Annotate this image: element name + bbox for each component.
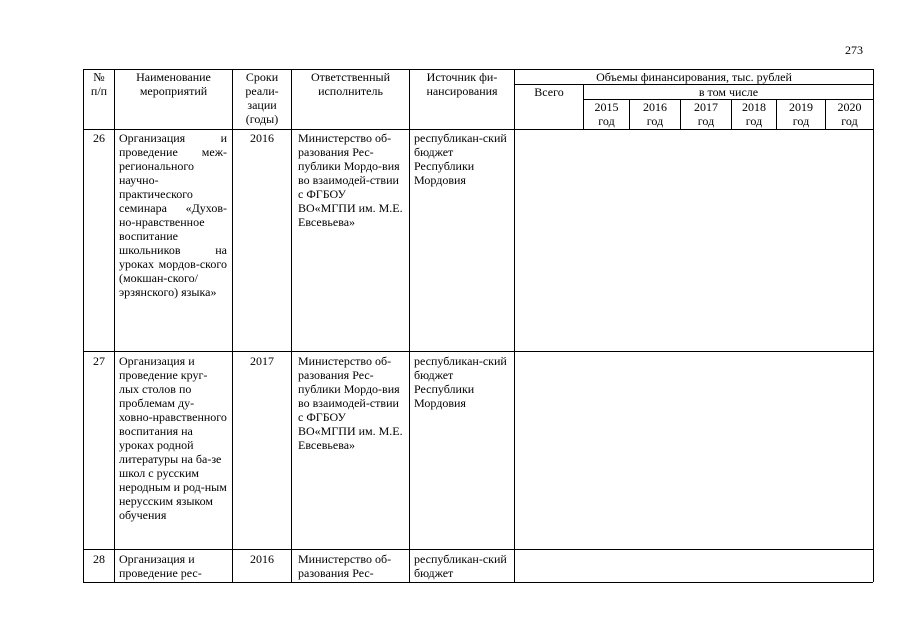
header-year-2018: 2018 год — [742, 100, 766, 128]
row-27-source: республикан-ский бюджет Республики Мордовия — [414, 354, 507, 410]
header-year-2016: 2016 год — [643, 100, 667, 128]
row-26-name: Организация и проведение меж-регионального научно-практического семинара «Духов-но-нравственное воспитание школьников на уроках мордов-ского (мокшан-ского/эрзянского) языка» — [119, 131, 227, 299]
col-line-5 — [514, 69, 515, 582]
header-responsible: Ответственный исполнитель — [310, 70, 391, 98]
row-divider-26 — [83, 351, 873, 352]
header-source: Источник фи- нансирования — [426, 70, 498, 98]
header-year-2019: 2019 год — [789, 100, 813, 128]
row-26-source: республикан-ский бюджет Республики Мордовия — [414, 131, 507, 187]
row-26-num: 26 — [93, 131, 105, 145]
row-divider-27 — [83, 549, 873, 550]
row-28-name: Организация и проведение рес- — [119, 552, 202, 580]
row-26-responsible: Министерство об-разования Рес-публики Мордо-вия во взаимодей-ствии с ФГБОУ ВО«МГПИ им. М.Е. Евсевьева» — [298, 131, 403, 229]
col-line-3 — [291, 69, 292, 582]
header-year-2017: 2017 год — [694, 100, 718, 128]
page-number: 273 — [845, 43, 863, 57]
row-26-term: 2016 — [250, 131, 274, 145]
header-funding: Объемы финансирования, тыс. рублей — [596, 70, 792, 84]
header-name: Наименование мероприятий — [136, 70, 211, 98]
header-num: № п/п — [90, 70, 108, 98]
row-27-num: 27 — [93, 354, 105, 368]
header-year-2020: 2020 год — [837, 100, 862, 128]
table-right-border — [873, 69, 874, 582]
row-27-name: Организация и проведение круг-лых столов по проблемам ду-ховно-нравственного воспитания на уроках родной литературы на ба-зе школ с русским неродным и род-ным нерусским языком обучения — [119, 354, 227, 522]
col-line-1 — [114, 69, 115, 582]
row-28-term: 2016 — [250, 552, 274, 566]
row-28-num: 28 — [93, 552, 105, 566]
table-bottom-border — [83, 582, 873, 583]
row-27-term: 2017 — [250, 354, 274, 368]
col-line-2 — [232, 69, 233, 582]
header-year-2015: 2015 год — [594, 100, 619, 128]
col-line-0 — [83, 69, 84, 582]
header-including: в том числе — [698, 85, 759, 99]
header-terms: Сроки реали- зации (годы) — [245, 70, 279, 126]
row-28-responsible: Министерство об-разования Рес- — [298, 552, 392, 580]
row-27-responsible: Министерство об-разования Рес-публики Мордо-вия во взаимодей-ствии с ФГБОУ ВО«МГПИ им. М.Е. Евсевьева» — [298, 354, 403, 452]
header-bottom-border — [83, 129, 873, 130]
row-28-source: республикан-ский бюджет — [414, 552, 507, 580]
header-total: Всего — [534, 85, 564, 99]
col-line-4 — [409, 69, 410, 582]
